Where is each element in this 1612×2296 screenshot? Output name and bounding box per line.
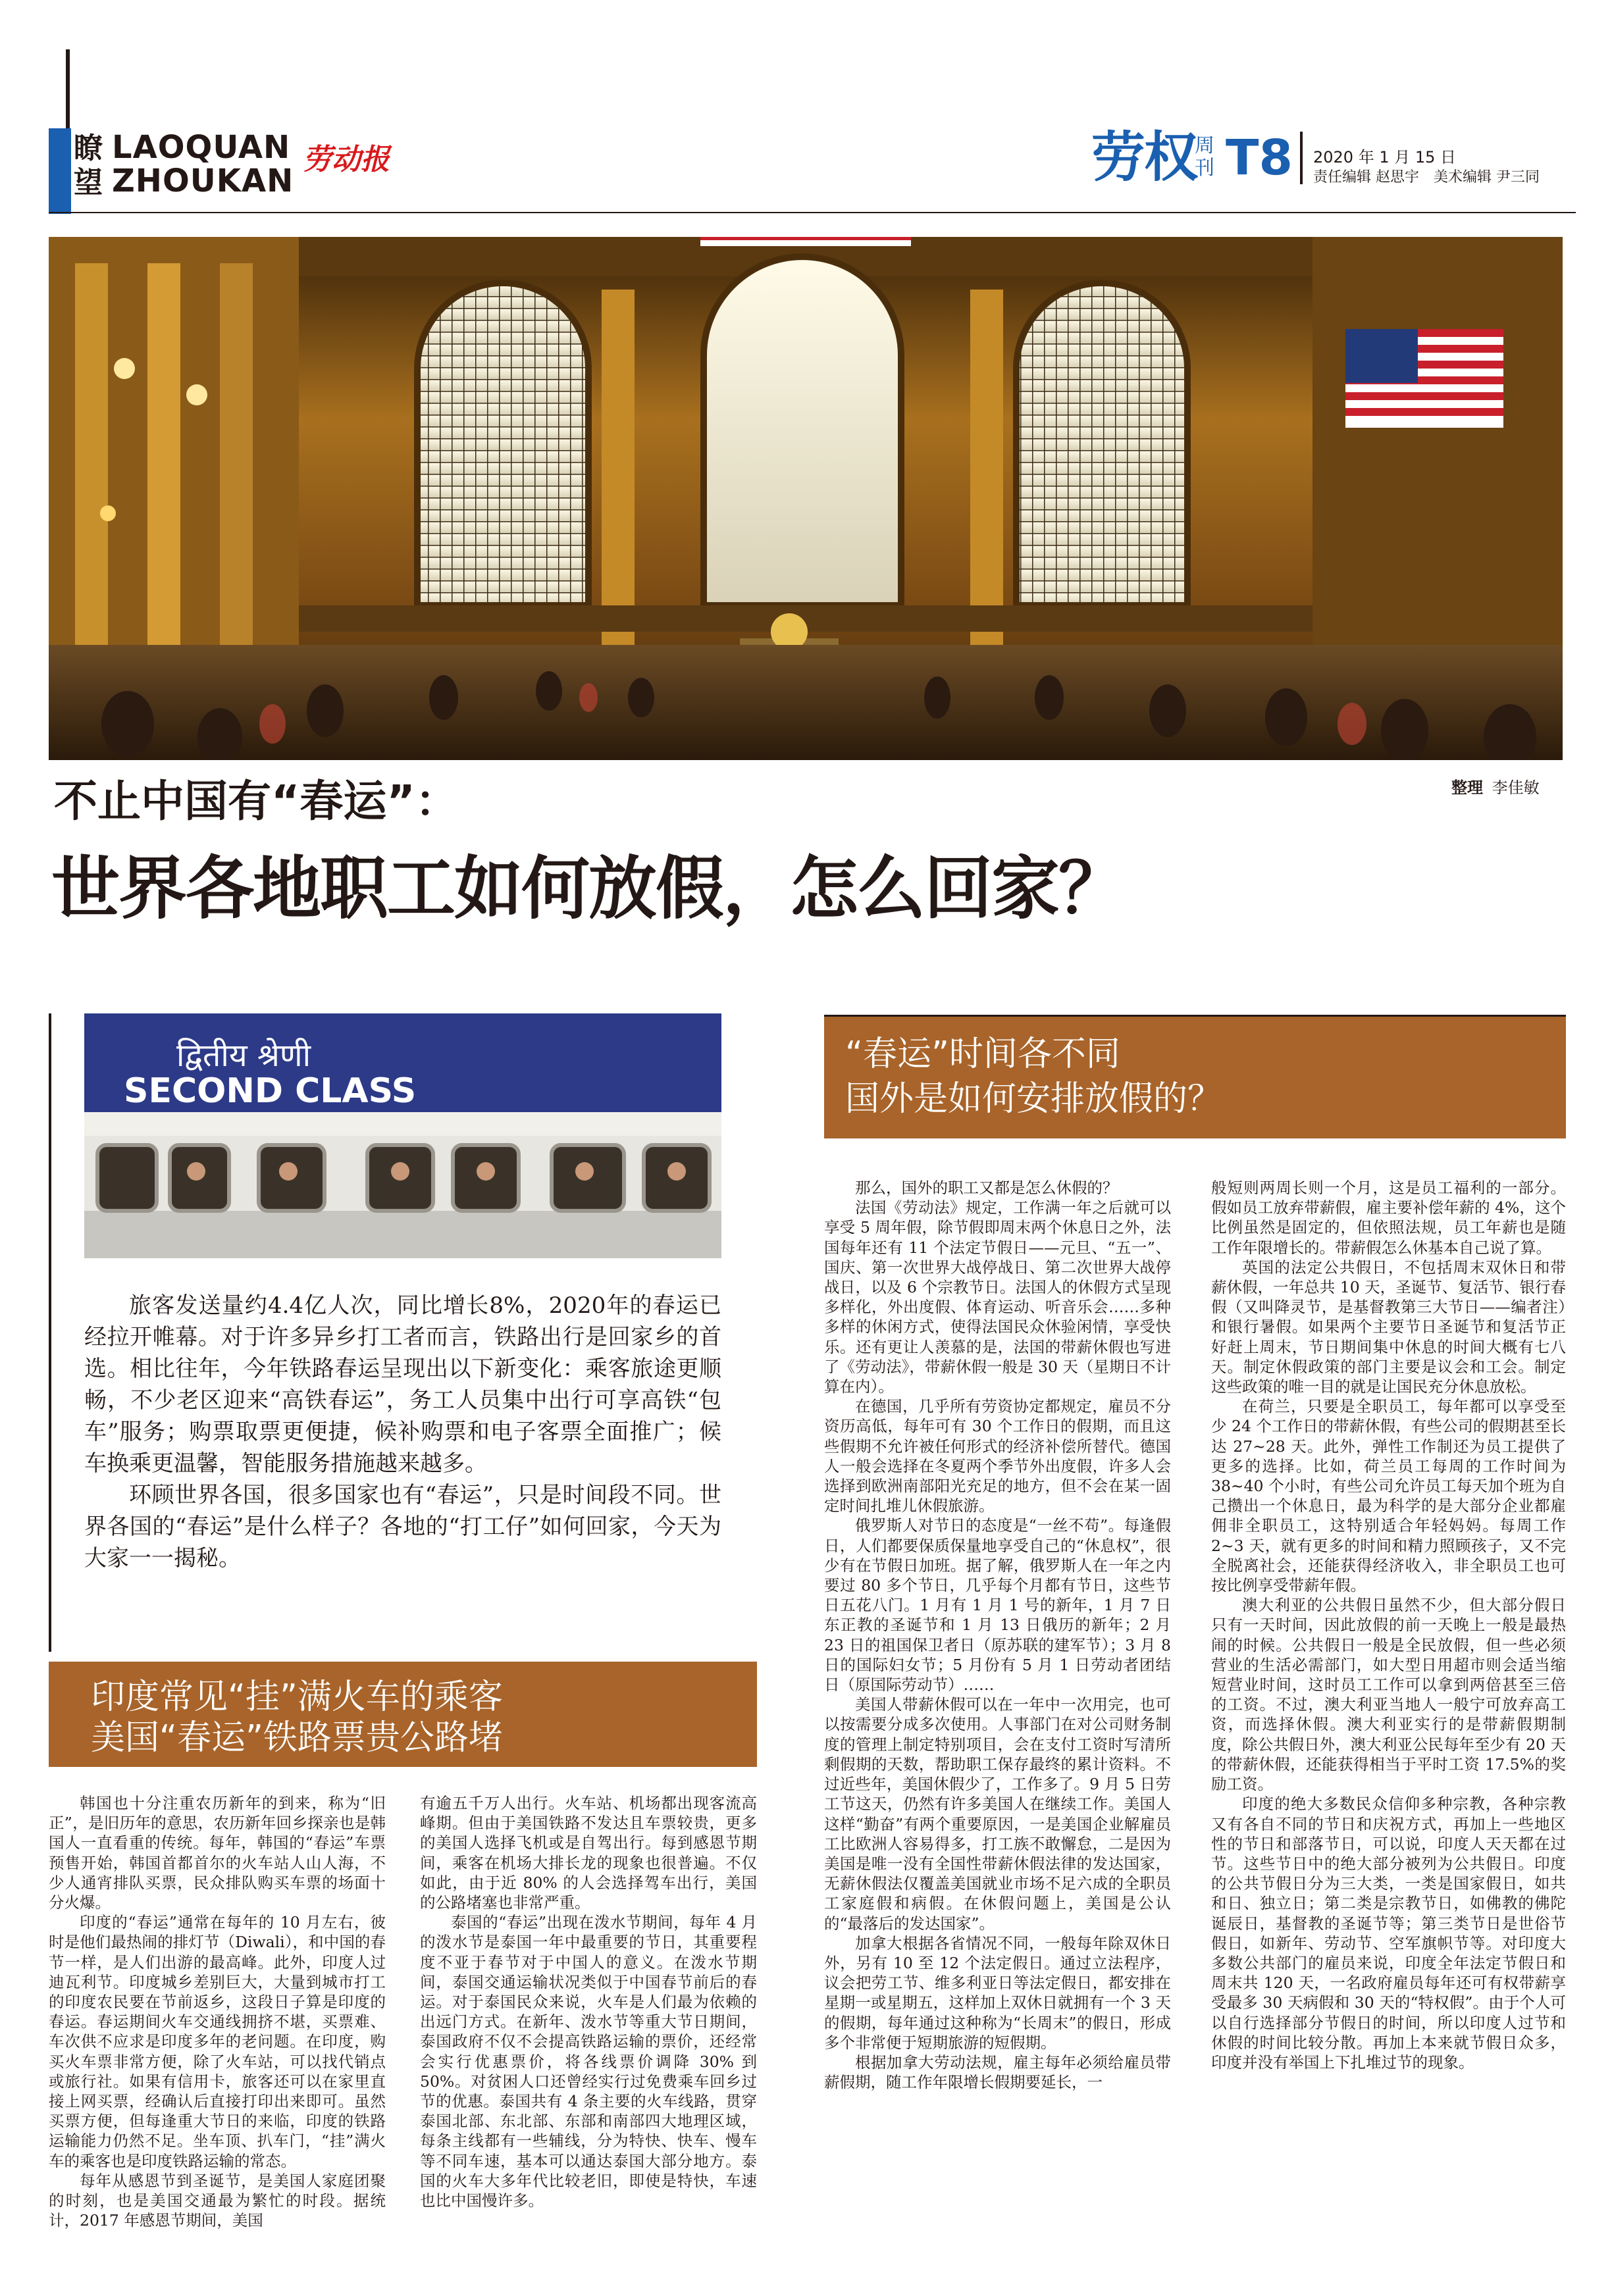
paragraph: 法国《劳动法》规定，工作满一年之后就可以享受 5 周年假，除节假即周末两个休息日之外，法国每年还有 11 个法定节假日——元旦、“五一”、国庆、第一次世界大战停战日、第二次世界大战停战日，以及 6 个宗教节日。法国人的休假方式呈现多样化，外出度假、体育运动、听音乐会……多种多样的休闲方式，使得法国民众休验闲情，享受快乐。还有更让人羡慕的是，法国的带薪休假也写进了《劳动法》，带薪休假一般是 30 天（星期日不计算在内）。 (824, 1198, 1171, 1396)
lead-text (84, 1290, 721, 1574)
subhead-right-line1: “春运”时间各不同 (845, 1034, 1120, 1074)
subhead-right (824, 1017, 1566, 1138)
paragraph: 每年从感恩节到圣诞节，是美国人家庭团聚的时刻，也是美国交通最为繁忙的时段。据统计，2017 年感恩节期间，美国 (49, 2171, 386, 2230)
section-weekly: 周刊 (1195, 134, 1214, 180)
masthead-bottom-line (49, 212, 1576, 213)
section-title: 劳权 (1091, 126, 1197, 189)
headline-main: 世界各地职工如何放假，怎么回家？ (51, 848, 1126, 929)
page-number: T8 (1226, 130, 1293, 186)
article-column-2 (420, 1793, 757, 2210)
train-class-label: SECOND CLASS (124, 1071, 417, 1111)
issue-date: 2020 年 1 月 15 日 (1313, 148, 1457, 166)
subhead-left-line2: 美国“春运”铁路票贵公路堵 (91, 1718, 503, 1758)
byline-label: 整理 (1451, 778, 1483, 797)
paragraph: 般短则两周长则一个月，这是员工福利的一部分。假如员工放弃带薪假，雇主要补偿年薪的 4%，这个比例虽然是固定的，但依照法规，员工年薪也是随工作年限增长的。带薪假怎么休基本自己说了算。 (1211, 1179, 1566, 1257)
masthead-name-en-2: ZHOUKAN (112, 163, 294, 199)
paragraph: 在德国，几乎所有劳资协定都规定，雇员不分资历高低，每年可有 30 个工作日的假期，而且这些假期不允许被任何形式的经济补偿所替代。德国人一般会选择在冬夏两个季节外出度假，许多人会选择到欧洲南部阳光充足的地方，但不会在某一固定时间扎堆儿休假旅游。 (824, 1397, 1171, 1516)
indian-train-photo-icon (84, 1013, 721, 1258)
lead-paragraph: 旅客发送量约4.4亿人次，同比增长8%，2020年的春运已经拉开帷幕。对于许多异乡打工者而言，铁路出行是回家乡的首选。相比往年，今年铁路春运呈现出以下新变化：乘客旅途更顺畅，不少老区迎来“高铁春运”，务工人员集中出行可享高铁“包车”服务；购票取票更便捷，候补购票和电子客票全面推广；候车换乘更温馨，智能服务措施越来越多。 (84, 1292, 721, 1477)
paragraph: 在荷兰，只要是全职员工，每年都可以享受至少 24 个工作日的带薪休假，有些公司的假期甚至长达 27~28 天。此外，弹性工作制还为员工提供了更多的选择。比如，荷兰员工每周的工作时间为 38~40 个小时，有些公司允许员工每天加个班为自己攒出一个休息日，最为科学的是大部分企业都雇佣非全职员工，这特别适合年轻妈妈。每周工作 2~3 天，就有更多的时间和精力照顾孩子，又不完全脱离社会，还能获得经济收入，非全职员工也可按比例享受带薪年假。 (1211, 1397, 1566, 1595)
paragraph: 有逾五千万人出行。火车站、机场都出现客流高峰期。但由于美国铁路不发达且车票较贵，更多的美国人选择飞机或是自驾出行。每到感恩节期间，乘客在机场大排长龙的现象也很普遍。不仅如此，由于近 80% 的人会选择驾车出行，美国的公路堵塞也非常严重。 (420, 1794, 757, 1912)
paragraph: 印度的“春运”通常在每年的 10 月左右，彼时是他们最热闹的排灯节（Diwali），和中国的春节一样，是人们出游的最高峰。此外，印度人过迪瓦利节。印度城乡差别巨大，大量到城市打工的印度农民要在节前返乡，这段日子算是印度的春运。春运期间火车交通线拥挤不堪，买票难、车次供不应求是印度多年的老问题。在印度，购买火车票非常方便，除了火车站，可以找代销点或旅行社。如果有信用卡，旅客还可以在家里直接上网买票，经确认后直接打印出来即可。虽然买票方便，但每逢重大节日的来临，印度的铁路运输能力仍然不足。坐车顶、扒车门，“挂”满火车的乘客也是印度铁路运输的常态。 (49, 1913, 386, 2170)
paragraph: 根据加拿大劳动法规，雇主每年必须给雇员带薪假期，随工作年限增长假期要延长，一 (824, 2053, 1171, 2092)
article-column-1 (49, 1793, 386, 2230)
masthead-name-en-1: LAOQUAN (112, 129, 291, 166)
paragraph: 加拿大根据各省情况不同，一般每年除双休日外，另有 10 至 12 个法定假日。通过立法程序，议会把劳工节、维多利亚日等法定假日，都安排在星期一或星期五，这样加上双休日就拥有一个 3 天的假期，每年通过这种称为“长周末”的假日，形成多个非常便于短期旅游的短假期。 (824, 1933, 1171, 2052)
paragraph: 俄罗斯人对节日的态度是“一丝不苟”。每逢假日，人们都要保质保量地享受自己的“休息权”，很少有在节假日加班。据了解，俄罗斯人在一年之内要过 80 多个节日，几乎每个月都有节日，这些节日五花八门。1 月有 1 月 1 号的新年，1 月 7 日东正教的圣诞节和 1 月 13 日俄历的新年；2 月 23 日的祖国保卫者日（原苏联的建军节）；3 月 8 日的国际妇女节；5 月份有 5 月 1 日劳动者团结日（原国际劳动节）…… (824, 1516, 1171, 1695)
paragraph: 澳大利亚的公共假日虽然不少，但大部分假日只有一天时间，因此放假的前一天晚上一般是最热闹的时候。公共假日一般是全民放假，但一些必须营业的生活必需部门，如大型日用超市则会适当缩短营业时间，这时员工工作可以拿到两倍甚至三倍的工资。不过，澳大利亚当地人一般宁可放弃高工资，而选择休假。澳大利亚实行的是带薪假期制度，除公共假日外，澳大利亚公民每年至少有 20 天的带薪休假，还能获得相当于平时工资 17.5%的奖励工资。 (1211, 1596, 1566, 1794)
paragraph: 泰国的“春运”出现在泼水节期间，每年 4 月的泼水节是泰国一年中最重要的节日，其重要程度不亚于春节对于中国人的意义。在泼水节期间，泰国交通运输状况类似于中国春节前后的春运。对于泰国民众来说，火车是人们最为依赖的出远门方式。在新年、泼水节等重大节日期间，泰国政府不仅不会提高铁路运输的票价，还经常会实行优惠票价，将各线票价调降 30% 到 50%。对贫困人口还曾经实行过免费乘车回乡过节的优惠。泰国共有 4 条主要的火车线路，贯穿泰国北部、东北部、东部和南部四大地理区域，每条主线都有一些辅线，分为特快、快车、慢车等不同车速，基本可以通达泰国大部分地方。泰国的火车大多年代比较老旧，即使是特快，车速也比中国慢许多。 (420, 1913, 757, 2210)
headline-kicker: 不止中国有“春运”： (54, 776, 459, 827)
byline (1451, 778, 1540, 798)
byline-name: 李佳敏 (1492, 778, 1540, 797)
paragraph: 印度的绝大多数民众信仰多种宗教，各种宗教又有各自不同的节日和庆祝方式，再加上一些地区性的节日和部落节日，可以说，印度人天天都在过节。这些节日中的绝大部分被列为公共假日。印度的公共节假日分为三大类，一类是国家假日，如共和日、独立日；第二类是宗教节日，如佛教的佛陀诞辰日，基督教的圣诞节等；第三类节日是世俗节假日，如新年、劳动节、空军旗帜节等。对印度大多数公共部门的雇员来说，印度全年法定节假日和周末共 120 天，一名政府雇员每年还可有权带薪享受最多 30 天病假和 30 天的“特权假”。由于个人可以自行选择部分节假日的时间，所以印度人过节和休假的时间比较分散。再加上本来就节假日众多，印度并没有举国上下扎堆过节的现象。 (1211, 1795, 1566, 2072)
subhead-left (49, 1662, 757, 1767)
paragraph: 英国的法定公共假日，不包括周末双休日和带薪休假，一年总共 10 天，圣诞节、复活节、银行春假（又叫降灵节，是基督教第三大节日——编者注）和银行暑假。如果两个主要节日圣诞节和复活节正好赶上周末，节日期间集中休息的时间大概有七八天。制定休假政策的部门主要是议会和工会。制定这些政策的唯一目的就是让国民充分休息放松。 (1211, 1258, 1566, 1396)
hero-photo (49, 237, 1563, 760)
paragraph: 韩国也十分注重农历新年的到来，称为“旧正”，是旧历年的意思，农历新年回乡探亲也是韩国人一直看重的传统。每年，韩国的“春运”车票预售开始，韩国首都首尔的火车站人山人海，不少人通宵排队买票，民众排队购买车票的场面十分火爆。 (49, 1794, 386, 1912)
article-column-4 (1211, 1178, 1566, 2072)
train-hindi-text: द्वितीय श्रेणी (176, 1037, 311, 1074)
paragraph: 美国人带薪休假可以在一年中一次用完，也可以按需要分成多次使用。人事部门在对公司财务制度的管理上制定特别项目，会在支付工资时写清所剩假期的天数，帮助职工保存最终的累计资料。不过近些年，美国休假少了，工作多了。9 月 5 日劳工节这天，仍然有许多美国人在继续工作。美国人这样“勤奋”有两个重要原因，一是美国企业解雇员工比欧洲人容易得多，打工族不敢懈怠，二是因为美国是唯一没有全国性带薪休假法律的发达国家，无薪休假法仅覆盖美国就业市场不足六成的全职员工家庭假和病假。在休假问题上，美国是公认的“最落后的发达国家”。 (824, 1695, 1171, 1933)
train-photo-frame (49, 1013, 51, 1652)
grand-central-photo-icon (49, 237, 1563, 760)
paragraph: 那么，国外的职工又都是怎么休假的？ (855, 1179, 1118, 1197)
masthead-name-cn: 瞭望 (74, 132, 103, 199)
article-column-3 (824, 1178, 1171, 2092)
train-photo (84, 1013, 721, 1258)
lead-paragraph: 环顾世界各国，很多国家也有“春运”，只是时间段不同。世界各国的“春运”是什么样子？各地的“打工仔”如何回家，今天为大家一一揭秘。 (84, 1482, 721, 1571)
subhead-left-line1: 印度常见“挂”满火车的乘客 (91, 1677, 503, 1717)
masthead-blue-corner (49, 128, 71, 214)
newspaper-logo: 劳动报 (303, 143, 390, 176)
editors-credit: 责任编辑 赵思宇 美术编辑 尹三同 (1313, 169, 1540, 186)
page-number-rule (1300, 132, 1303, 184)
subhead-right-line2: 国外是如何安排放假的？ (845, 1079, 1222, 1119)
